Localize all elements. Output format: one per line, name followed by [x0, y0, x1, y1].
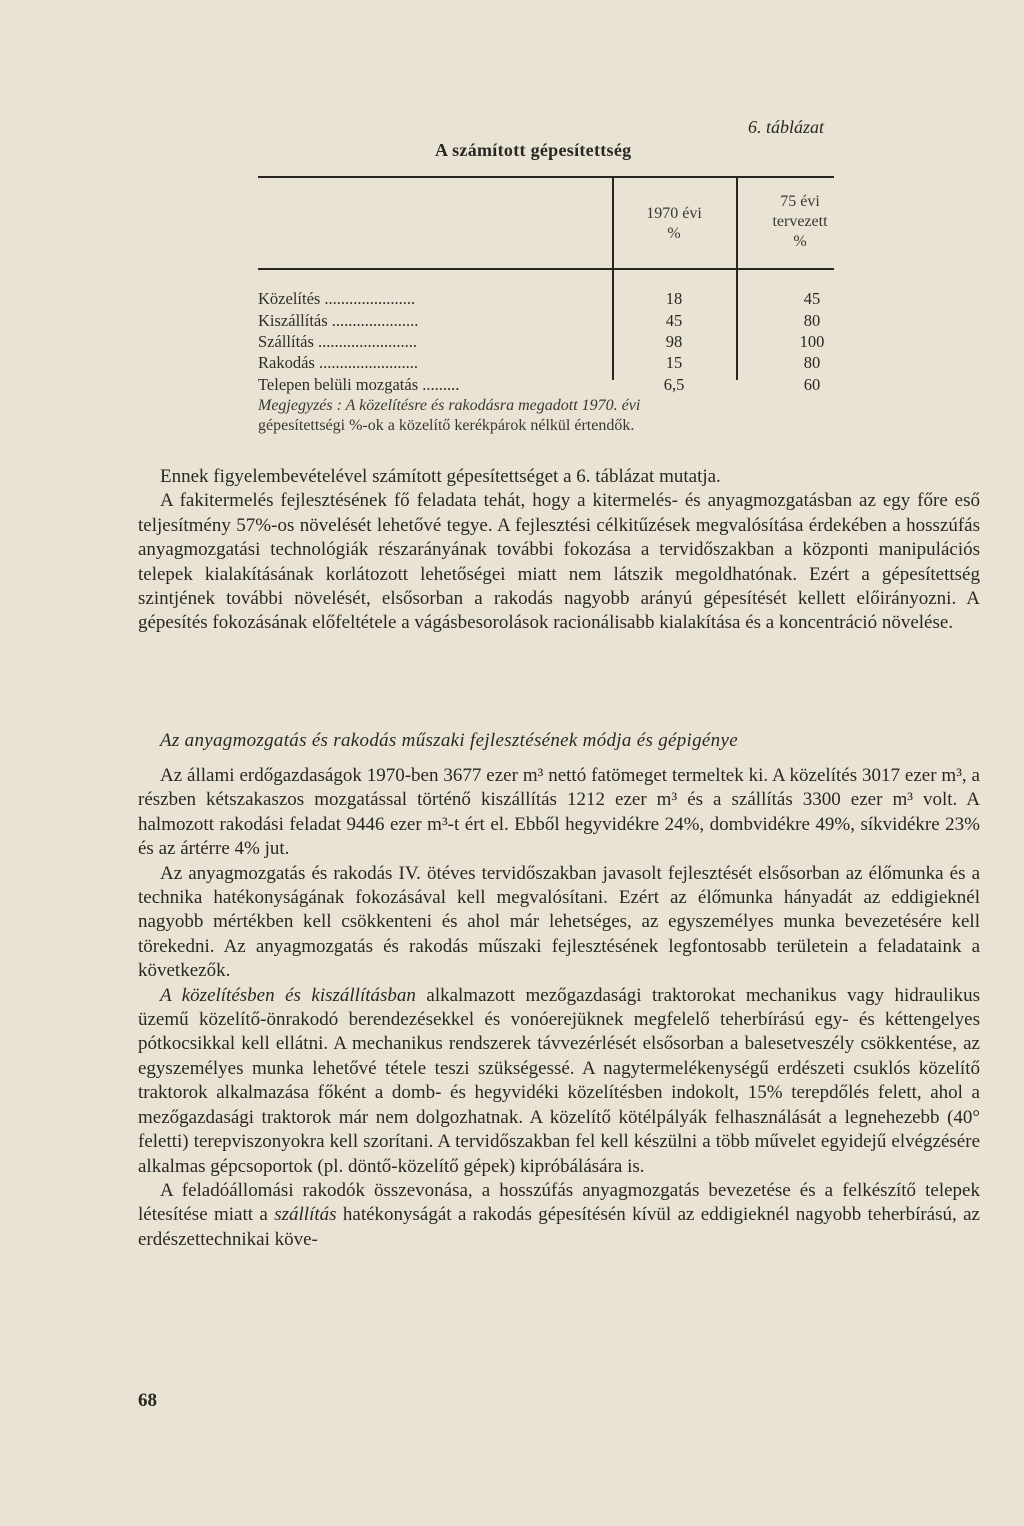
paragraph — [138, 1179, 980, 1252]
column-header-75-line2: tervezett — [772, 213, 828, 230]
page-number: 68 — [138, 1390, 157, 1411]
body-text-lower — [138, 764, 980, 1252]
paragraph-text: A feladóállomási rakodók összevonása, a hosszúfás anyagmozgatás bevezetése és a felkészítő telepek létesítése miatt a — [138, 1179, 980, 1226]
table-label: 6. táblázat — [748, 117, 825, 137]
column-header-75-line1: 75 évi — [780, 193, 820, 210]
value-cell: 100 — [799, 332, 825, 351]
paragraph-text: hatékonyságát a rakodás gépesítésén kívül az eddigieknél nagyobb teherbírású, az erdészettechnikai köve- — [138, 1204, 980, 1250]
paragraph: Az anyagmozgatás és rakodás IV. ötéves tervidőszakban javasolt fejlesztését elsősorban az élőmunka és a technika hatékonyságának fokozásával kell megvalósítani. Ezért az élőmunka hányadát az eddigieknél nagyobb mértékben kell csökkenteni és ahol már lehetséges, az egyszemélyes munka bevezetésére kell törekedni. Az anyagmozgatás és rakodás műszaki fejlesztésének legfontosabb területein a feladataink a következők. — [138, 862, 980, 982]
row-label: Közelítés ...................... — [258, 289, 416, 308]
table-top-rule — [258, 176, 834, 178]
value-cell: 15 — [665, 353, 683, 372]
paragraph: Ennek figyelembevételével számított gépesítettséget a 6. táblázat mutatja. — [160, 466, 721, 487]
value-cell: 6,5 — [663, 375, 685, 394]
value-cell: 18 — [665, 289, 683, 308]
column-header-75 — [738, 192, 862, 252]
paragraph: A fakitermelés fejlesztésének fő feladata tehát, hogy a kitermelés- és anyagmozgatásban az egy főre eső teljesítmény 57%-os növelését lehetővé tegye. A fejlesztési célkitűzések megvalósítása érdekében a hosszúfás anyagmozgatási technológiák részarányának további fokozása a tervidőszakban a központi manipulációs telepek kialakításának korlátozott lehetőségei miatt nem látszik megoldhatónak. Ezért a gépesítettség szintjének további növelését, elsősorban a rakodás nagyobb arányú gépesítését kellett előirányozni. A gépesítés fokozásának előfeltétele a vágásbesorolások racionálisabb kialakítása és a koncentráció növelése. — [138, 490, 980, 634]
value-cell: 45 — [803, 289, 821, 308]
italic-phrase: A közelítésben és kiszállításban — [160, 984, 416, 1006]
paragraph-text: alkalmazott mezőgazdasági traktorokat mechanikus vagy hidraulikus üzemű közelítő-önrakodó berendezésekkel és vonóerejüknek megfelelő teherbírású egy- és kéttengelyes pótkocsikkal kell ellátni. A mechanikus rendszerek távvezérlését elsősorban a balesetveszély csökkentése, az egyszemélyes munka lehetővé tétele teszi szükségessé. A nagytermelékenységű erdészeti csuklós közelítő traktorok alkalmazása főként a domb- és hegyvidéki közelítésben indokolt, 15% terepdőlés felett, ahol a mezőgazdasági traktorok már nem dolgozhatnak. A közelítő kötélpályák felhasználását a legnehezebb (40° feletti) terepviszonyokra kell szorítani. A tervidőszakban fel kell készülni a több művelet egyidejű elvégzésére alkalmas gépcsoportok (pl. döntő-közelítő gépek) kipróbálására is. — [138, 984, 980, 1177]
italic-phrase: szállítás — [274, 1204, 337, 1226]
paragraph — [138, 984, 980, 1179]
column-header-1970-line1: 1970 évi — [646, 205, 702, 222]
row-label: Rakodás ........................ — [258, 353, 418, 372]
row-label: Telepen belüli mozgatás ......... — [258, 375, 460, 394]
row-label: Kiszállítás ..................... — [258, 311, 419, 330]
value-cell: 80 — [803, 353, 821, 372]
value-cell: 98 — [665, 332, 683, 351]
value-cell: 80 — [803, 311, 821, 330]
value-cell: 60 — [803, 375, 821, 394]
table-note-line-1: Megjegyzés : A közelítésre és rakodásra megadott 1970. évi — [258, 397, 641, 414]
paragraph: Az állami erdőgazdaságok 1970-ben 3677 ezer m³ nettó fatömeget termeltek ki. A közelítés 3017 ezer m³, a részben kétszakaszos mozgatással történő kiszállítás 1212 ezer m³ és a szállítás 3300 ezer m³ volt. A halmozott rakodási feladat 9446 ezer m³-t ért el. Ebből hegyvidékre 24%, dombvidékre 49%, síkvidékre 23% és az ártérre 4% jut. — [138, 765, 980, 860]
value-cell: 45 — [665, 311, 683, 330]
table-note-line-2: gépesítettségi %-ok a közelítő kerékpárok nélkül értendők. — [258, 417, 635, 434]
row-label: Szállítás ........................ — [258, 332, 418, 351]
column-header-1970-line2: % — [667, 225, 681, 242]
section-heading: Az anyagmozgatás és rakodás műszaki fejlesztésének módja és gépigénye — [160, 730, 738, 751]
table-header-rule — [258, 268, 834, 270]
table-note — [258, 396, 858, 436]
column-header-1970 — [612, 204, 736, 244]
body-text-upper — [138, 465, 980, 636]
column-header-75-line3: % — [793, 233, 807, 250]
table-title: A számított gépesítettség — [435, 140, 632, 160]
